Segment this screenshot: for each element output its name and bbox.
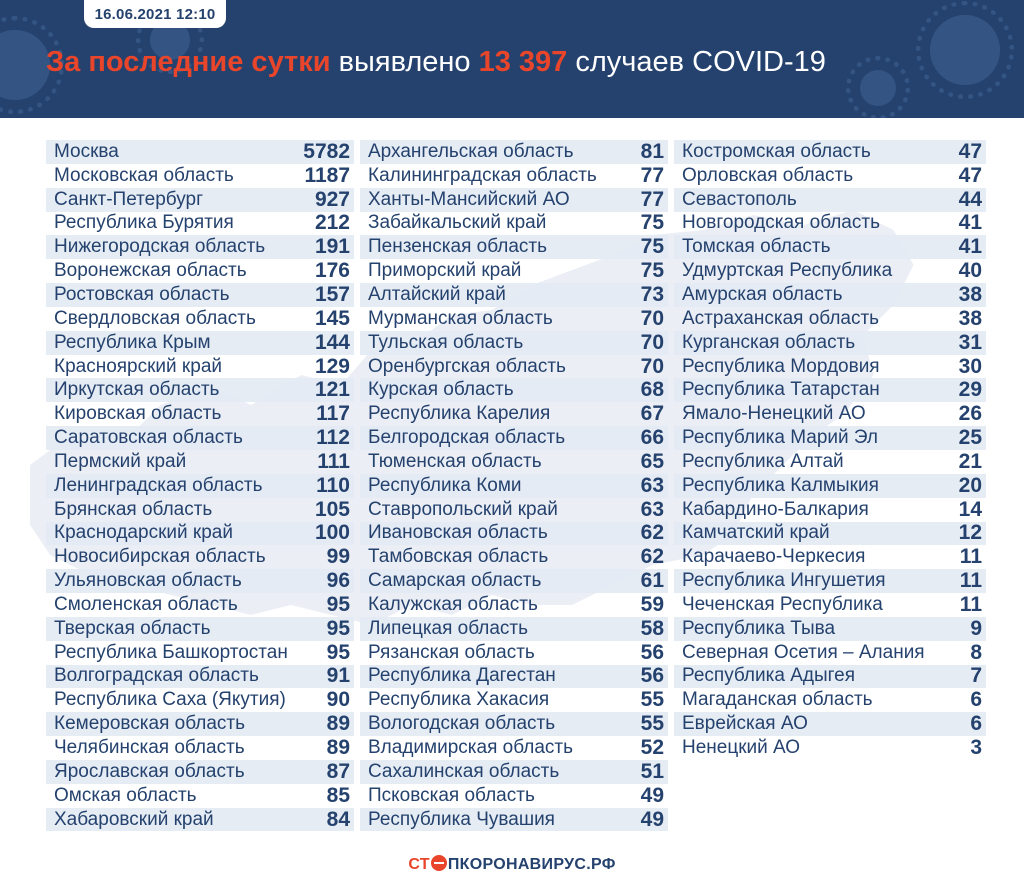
region-name: Костромская область [682, 140, 871, 162]
case-count: 49 [640, 783, 664, 807]
region-name: Ростовская область [54, 283, 230, 305]
region-name: Карачаево-Черкесия [682, 546, 866, 568]
list-item [360, 402, 668, 426]
list-item [46, 665, 354, 689]
case-count: 70 [640, 306, 664, 330]
region-name: Волгоградская область [54, 665, 259, 687]
virus-decoration-icon [0, 30, 50, 100]
region-name: Белгородская область [368, 427, 566, 449]
region-name: Архангельская область [368, 140, 574, 162]
stop-sign-icon [431, 855, 447, 871]
list-item [46, 522, 354, 546]
region-name: Кировская область [54, 403, 222, 425]
region-name: Нижегородская область [54, 236, 266, 258]
case-count: 927 [314, 187, 350, 211]
case-count: 65 [640, 449, 664, 473]
case-count: 7 [970, 664, 982, 688]
region-name: Орловская область [682, 164, 854, 186]
case-count: 38 [958, 306, 982, 330]
region-name: Ханты-Мансийский АО [368, 188, 570, 210]
list-item [674, 736, 986, 760]
list-item [46, 402, 354, 426]
case-count: 25 [958, 426, 982, 450]
list-item [674, 617, 986, 641]
region-name: Республика Адыгея [682, 665, 855, 687]
region-name: Камчатский край [682, 522, 830, 544]
case-count: 85 [326, 783, 350, 807]
case-count: 5782 [303, 139, 350, 163]
region-name: Республика Башкортостан [54, 641, 288, 663]
list-item [46, 283, 354, 307]
case-count: 112 [316, 426, 350, 450]
region-name: Кемеровская область [54, 713, 245, 735]
region-name: Челябинская область [54, 737, 245, 759]
region-name: Тульская область [368, 331, 524, 353]
region-name: Мурманская область [368, 307, 553, 329]
region-name: Республика Татарстан [682, 379, 880, 401]
virus-decoration-icon [930, 15, 1000, 85]
region-name: Республика Саха (Якутия) [54, 689, 286, 711]
region-name: Новгородская область [682, 212, 880, 234]
list-item [46, 808, 354, 832]
list-item [360, 712, 668, 736]
case-count: 62 [640, 545, 664, 569]
case-count: 90 [326, 688, 350, 712]
case-count: 95 [326, 640, 350, 664]
case-count: 212 [314, 211, 350, 235]
region-name: Республика Карелия [368, 403, 551, 425]
list-item [360, 784, 668, 808]
list-item [360, 426, 668, 450]
list-item [674, 522, 986, 546]
list-item [360, 259, 668, 283]
list-item [674, 283, 986, 307]
list-item [46, 355, 354, 379]
case-count: 31 [958, 330, 982, 354]
case-count: 95 [326, 616, 350, 640]
regions-column-2 [360, 140, 668, 831]
region-name: Республика Коми [368, 474, 522, 496]
list-item [360, 665, 668, 689]
case-count: 56 [640, 640, 664, 664]
case-count: 87 [326, 759, 350, 783]
case-count: 99 [326, 545, 350, 569]
case-count: 9 [970, 616, 982, 640]
region-name: Хабаровский край [54, 808, 214, 830]
case-count: 75 [640, 235, 664, 259]
list-item [46, 259, 354, 283]
list-item [46, 426, 354, 450]
list-item [360, 617, 668, 641]
case-count: 21 [958, 449, 982, 473]
list-item [360, 140, 668, 164]
region-name: Ивановская область [368, 522, 548, 544]
case-count: 84 [326, 807, 350, 831]
list-item [674, 641, 986, 665]
list-item [674, 593, 986, 617]
list-item [360, 522, 668, 546]
list-item [674, 688, 986, 712]
list-item [46, 378, 354, 402]
list-item [360, 164, 668, 188]
case-count: 68 [640, 378, 664, 402]
case-count: 91 [326, 664, 350, 688]
regions-column-1 [46, 140, 354, 831]
list-item [674, 140, 986, 164]
list-item [674, 545, 986, 569]
region-name: Амурская область [682, 283, 843, 305]
case-count: 75 [640, 259, 664, 283]
case-count: 95 [326, 592, 350, 616]
list-item [674, 402, 986, 426]
case-count: 111 [317, 449, 350, 473]
list-item [46, 498, 354, 522]
region-name: Московская область [54, 164, 234, 186]
case-count: 59 [640, 592, 664, 616]
headline-mid: выявлено [330, 46, 479, 78]
region-name: Воронежская область [54, 260, 247, 282]
headline-count: 13 397 [478, 46, 568, 78]
case-count: 58 [640, 616, 664, 640]
region-name: Республика Чувашия [368, 808, 555, 830]
region-name: Забайкальский край [368, 212, 547, 234]
case-count: 81 [640, 139, 664, 163]
region-name: Магаданская область [682, 689, 873, 711]
case-count: 30 [958, 354, 982, 378]
region-name: Республика Дагестан [368, 665, 556, 687]
case-count: 1187 [304, 163, 350, 187]
region-name: Брянская область [54, 498, 213, 520]
case-count: 6 [970, 688, 982, 712]
headline-accent: За последние сутки [46, 46, 331, 78]
list-item [360, 545, 668, 569]
list-item [360, 474, 668, 498]
region-name: Республика Тыва [682, 617, 836, 639]
case-count: 56 [640, 664, 664, 688]
list-item [674, 212, 986, 236]
case-count: 105 [314, 497, 350, 521]
stopcoronavirus-logo [0, 855, 1024, 874]
region-name: Красноярский край [54, 355, 222, 377]
list-item [674, 474, 986, 498]
list-item [360, 760, 668, 784]
case-count: 6 [970, 712, 982, 736]
case-count: 55 [640, 712, 664, 736]
case-count: 117 [316, 402, 350, 426]
region-name: Астраханская область [682, 307, 880, 329]
list-item [360, 688, 668, 712]
headline-end: случаев COVID-19 [567, 46, 826, 78]
list-item [674, 426, 986, 450]
list-item [360, 212, 668, 236]
region-name: Северная Осетия – Алания [682, 641, 925, 663]
region-name: Ярославская область [54, 760, 245, 782]
list-item [46, 188, 354, 212]
region-name: Республика Крым [54, 331, 211, 353]
region-name: Республика Хакасия [368, 689, 550, 711]
list-item [46, 212, 354, 236]
list-item [360, 235, 668, 259]
date-badge: 16.06.2021 12:10 [84, 0, 226, 28]
region-name: Курганская область [682, 331, 856, 353]
region-name: Республика Марий Эл [682, 427, 879, 449]
list-item [46, 164, 354, 188]
case-count: 75 [640, 211, 664, 235]
region-name: Новосибирская область [54, 546, 266, 568]
list-item [360, 307, 668, 331]
region-name: Республика Алтай [682, 450, 844, 472]
case-count: 67 [640, 402, 664, 426]
region-name: Еврейская АО [682, 713, 808, 735]
case-count: 145 [314, 306, 350, 330]
region-name: Свердловская область [54, 307, 256, 329]
case-count: 63 [640, 497, 664, 521]
case-count: 11 [959, 592, 982, 616]
list-item [360, 593, 668, 617]
case-count: 77 [640, 163, 664, 187]
list-item [46, 784, 354, 808]
case-count: 89 [326, 712, 350, 736]
list-item [360, 808, 668, 832]
region-name: Иркутская область [54, 379, 220, 401]
case-count: 26 [958, 402, 982, 426]
case-count: 70 [640, 354, 664, 378]
list-item [674, 235, 986, 259]
list-item [360, 331, 668, 355]
list-item [674, 355, 986, 379]
list-item [360, 736, 668, 760]
list-item [674, 307, 986, 331]
region-name: Томская область [682, 236, 831, 258]
list-item [674, 188, 986, 212]
list-item [360, 641, 668, 665]
case-count: 8 [970, 640, 982, 664]
region-name: Тверская область [54, 617, 211, 639]
list-item [360, 188, 668, 212]
case-count: 20 [958, 473, 982, 497]
header-banner [0, 0, 1024, 118]
region-name: Ямало-Ненецкий АО [682, 403, 866, 425]
region-name: Рязанская область [368, 641, 535, 663]
case-count: 63 [640, 473, 664, 497]
case-count: 40 [958, 259, 982, 283]
case-count: 62 [640, 521, 664, 545]
region-name: Владимирская область [368, 737, 573, 759]
region-name: Ставропольский край [368, 498, 558, 520]
region-name: Сахалинская область [368, 760, 560, 782]
case-count: 157 [314, 282, 350, 306]
region-name: Псковская область [368, 784, 535, 806]
list-item [674, 331, 986, 355]
case-count: 11 [959, 545, 982, 569]
list-item [46, 712, 354, 736]
list-item [46, 641, 354, 665]
list-item [46, 450, 354, 474]
region-name: Ненецкий АО [682, 737, 801, 759]
case-count: 96 [326, 569, 350, 593]
region-name: Калининградская область [368, 164, 597, 186]
region-name: Вологодская область [368, 713, 556, 735]
list-item [46, 688, 354, 712]
list-item [360, 283, 668, 307]
region-name: Смоленская область [54, 593, 238, 615]
list-item [46, 617, 354, 641]
case-count: 61 [640, 569, 664, 593]
case-count: 100 [314, 521, 350, 545]
region-name: Республика Мордовия [682, 355, 880, 377]
list-item [360, 450, 668, 474]
list-item [46, 235, 354, 259]
region-name: Курская область [368, 379, 514, 401]
region-name: Удмуртская Республика [682, 260, 893, 282]
case-count: 129 [314, 354, 350, 378]
case-count: 66 [640, 426, 664, 450]
case-count: 41 [958, 211, 982, 235]
logo-prefix: СТ [408, 856, 430, 873]
region-name: Саратовская область [54, 427, 243, 449]
list-item [46, 307, 354, 331]
region-name: Калужская область [368, 593, 538, 615]
list-item [360, 355, 668, 379]
list-item [46, 474, 354, 498]
region-name: Республика Бурятия [54, 212, 234, 234]
list-item [46, 140, 354, 164]
list-item [46, 593, 354, 617]
case-count: 14 [958, 497, 982, 521]
case-count: 29 [958, 378, 982, 402]
list-item [360, 569, 668, 593]
region-name: Республика Ингушетия [682, 570, 886, 592]
case-count: 144 [314, 330, 350, 354]
region-name: Тюменская область [368, 450, 542, 472]
case-count: 38 [958, 282, 982, 306]
case-count: 11 [959, 569, 982, 593]
region-name: Санкт-Петербург [54, 188, 204, 210]
case-count: 51 [640, 759, 664, 783]
list-item [674, 569, 986, 593]
region-name: Приморский край [368, 260, 522, 282]
regions-column-3 [674, 140, 986, 760]
page-title [46, 46, 826, 79]
list-item [674, 712, 986, 736]
region-name: Республика Калмыкия [682, 474, 879, 496]
case-count: 41 [958, 235, 982, 259]
case-count: 55 [640, 688, 664, 712]
list-item [674, 450, 986, 474]
region-name: Ульяновская область [54, 570, 242, 592]
region-name: Севастополь [682, 188, 797, 210]
logo-suffix: ПКОРОНАВИРУС.РФ [447, 856, 616, 873]
region-name: Краснодарский край [54, 522, 233, 544]
region-name: Самарская область [368, 570, 542, 592]
region-name: Оренбургская область [368, 355, 566, 377]
case-count: 110 [316, 473, 350, 497]
list-item [46, 331, 354, 355]
region-name: Омская область [54, 784, 197, 806]
region-name: Чеченская Республика [682, 593, 883, 615]
list-item [46, 569, 354, 593]
list-item [674, 498, 986, 522]
case-count: 70 [640, 330, 664, 354]
region-name: Пензенская область [368, 236, 547, 258]
case-count: 47 [958, 139, 982, 163]
case-count: 176 [314, 259, 350, 283]
case-count: 89 [326, 736, 350, 760]
case-count: 52 [640, 736, 664, 760]
case-count: 3 [970, 736, 982, 760]
case-count: 12 [958, 521, 982, 545]
list-item [674, 259, 986, 283]
list-item [674, 665, 986, 689]
list-item [46, 545, 354, 569]
case-count: 77 [640, 187, 664, 211]
region-name: Липецкая область [368, 617, 529, 639]
region-name: Алтайский край [368, 283, 506, 305]
list-item [674, 164, 986, 188]
case-count: 191 [314, 235, 350, 259]
virus-decoration-icon [860, 70, 896, 106]
region-name: Ленинградская область [54, 474, 263, 496]
list-item [674, 378, 986, 402]
list-item [360, 498, 668, 522]
list-item [46, 736, 354, 760]
list-item [46, 760, 354, 784]
case-count: 121 [314, 378, 350, 402]
case-count: 73 [640, 282, 664, 306]
region-name: Кабардино-Балкария [682, 498, 869, 520]
region-name: Пермский край [54, 450, 187, 472]
case-count: 44 [958, 187, 982, 211]
region-name: Москва [54, 140, 119, 162]
case-count: 47 [958, 163, 982, 187]
case-count: 49 [640, 807, 664, 831]
list-item [360, 378, 668, 402]
region-name: Тамбовская область [368, 546, 549, 568]
